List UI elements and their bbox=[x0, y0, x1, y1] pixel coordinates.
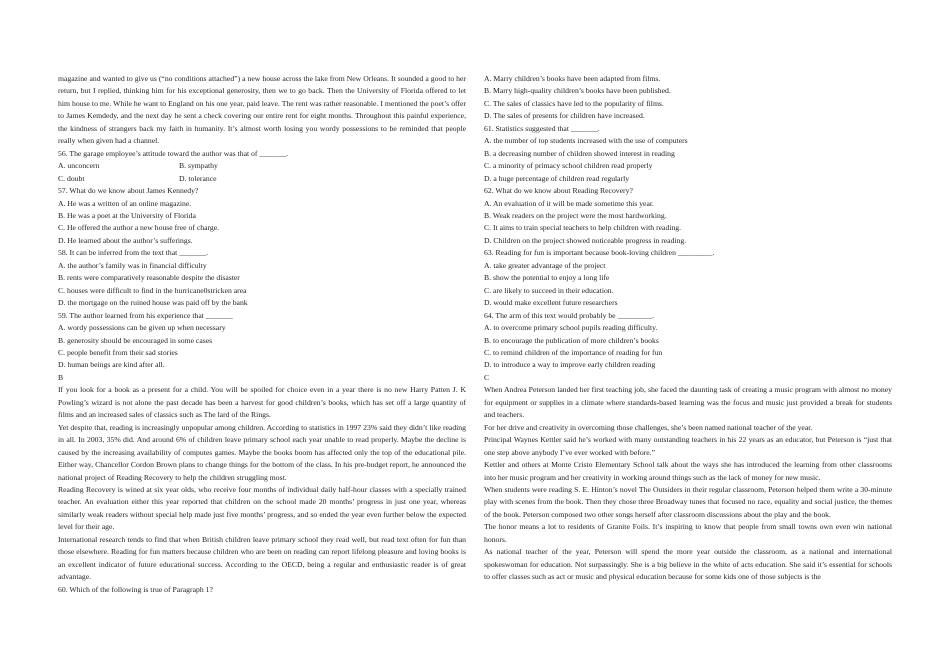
question-59-option-b[interactable]: B. generosity should be encouraged in some cases bbox=[58, 335, 213, 345]
question-56-options-row-2 bbox=[58, 173, 466, 185]
question-59-option-c[interactable]: C. people benefit from their sad stories bbox=[58, 347, 178, 357]
passage-b-paragraph: Reading Recovery is wined at six year olds, who receive four months of individual daily half-hour classes with a specially trained teacher. An evaluation either this year reported that children on the school made 20 months’ progress in just one year, whereas similarly weak readers without special help made just five months’ progress, and so ended the year even further below the expected level for their age. bbox=[58, 484, 466, 532]
question-63-option-a[interactable]: A. take greater advantage of the project bbox=[484, 260, 606, 270]
question-56-option-d[interactable]: D. tolerance bbox=[179, 173, 217, 183]
question-57-option-c[interactable]: C. He offered the author a new house free of charge. bbox=[58, 223, 220, 233]
question-61-stem: 61. Statistics suggested that _______. bbox=[484, 123, 600, 133]
question-57-option-b[interactable]: B. He was a poet at the University of Florida bbox=[58, 210, 196, 220]
question-62-option-a[interactable]: A. An evaluation of it will be made sometime this year. bbox=[484, 198, 654, 208]
question-62-option-b[interactable]: B. Weak readers on the project were the most hardworking. bbox=[484, 210, 667, 220]
passage-c-paragraph: As national teacher of the year, Peterson will spend the more year outside the classroom, as a national and international spokeswoman for education. Not surpassingly. She is a big believe in the white of acts education. She said it’s essential for schools to offer classes such as act or music and physical education because for some kids one of those subjects is the bbox=[484, 547, 892, 582]
question-58-option-a[interactable]: A. the author’s family was in financial difficulty bbox=[58, 260, 207, 270]
question-60-option-d[interactable]: D. The sales of presents for children have increased. bbox=[484, 111, 645, 121]
question-64-option-d[interactable]: D. to introduce a way to improve early children reading bbox=[484, 360, 656, 370]
question-60-stem: 60. Which of the following is true of Paragraph 1? bbox=[58, 584, 213, 594]
passage-b-paragraph: If you look for a book as a present for a child. You will be spoiled for choice even in a year there is no new Harry Patten J. K Powling’s wizard is not alone the past decade has been a harvest for good children’s books, which has set off a large quantity of films and an increased sales of classics such as The lard of the Rings. bbox=[58, 385, 466, 420]
question-58-stem: 58. It can be inferred from the text that _______. bbox=[58, 248, 209, 258]
passage-c-paragraph: For her drive and creativity in overcoming those challenges, she’s been named national teacher of the year. bbox=[484, 422, 813, 432]
question-63-stem: 63. Reading for fun is important because book-loving children _________. bbox=[484, 248, 715, 258]
question-57-option-a[interactable]: A. He was a written of an online magazine. bbox=[58, 198, 192, 208]
question-60-option-c[interactable]: C. The sales of classics have led to the popularity of films. bbox=[484, 98, 664, 108]
question-61-option-c[interactable]: C. a minority of primacy school children read properly bbox=[484, 161, 653, 171]
question-59-option-d[interactable]: D. human beings are kind after all. bbox=[58, 360, 165, 370]
question-59-option-a[interactable]: A. wordy possessions can be given up when necessary bbox=[58, 323, 226, 333]
passage-a-ending: magazine and wanted to give us (“no conditions attached”) a new house across the lake from New Orleans. It sounded a good to her return, but I replied, thinking him for his exceptional generosity, then we to go back. Then the University of Florida offered to let him house to me. While he want to England on his one year, paid leave. The rent was rather reasonable. I mentioned the poet’s offer to James Kemdedy, and the next day he sent a check covering our entire rent for eight months. Throughout this painful experience, the kindness of strangers back my faith in humanity. It’s almost worth losing you wordy possessions to be reminded that people really when given had a channel. bbox=[58, 74, 466, 146]
question-56-option-c[interactable]: C. doubt bbox=[58, 173, 85, 183]
question-64-option-a[interactable]: A. to overcome primary school pupils reading difficulty. bbox=[484, 323, 658, 333]
right-column bbox=[484, 73, 892, 584]
passage-b-paragraph: International research tends to find that when British children leave primary school they read well, but read text often for fun than those elsewhere. Reading for fun matters because children who are been on reading can report lifelong pleasure and loving books is an excellent indicator of future educational success. According to the OECD, being a regular and enthusiastic reader is of great advantage. bbox=[58, 534, 466, 582]
passage-c-paragraph: When Andrea Peterson landed her first teaching job, she faced the daunting task of creating a music program with almost no money for equipment or supplies in a climate where standards-based learning was the focus and music just provided a break for students and teachers. bbox=[484, 385, 892, 420]
question-57-stem: 57. What do we know about James Kennedy? bbox=[58, 186, 199, 196]
question-56-option-b[interactable]: B. sympathy bbox=[179, 161, 218, 171]
question-64-stem: 64. The arm of this text would probably be _________. bbox=[484, 310, 655, 320]
question-61-option-b[interactable]: B. a decreasing number of children showed interest in reading bbox=[484, 148, 675, 158]
question-60-option-b[interactable]: B. Marry high-quality children’s books have been published. bbox=[484, 86, 671, 96]
passage-c-paragraph: The honor means a lot to residents of Granite Foils. It’s inspiring to know that people from small towns own even win national honors. bbox=[484, 522, 892, 544]
passage-c-paragraph: Principal Waynes Kettler said he’s worked with many outstanding teachers in his 22 years as an educator, but Peterson is “just that one step above anybody I’ve ever worked with before.” bbox=[484, 435, 892, 457]
question-64-option-b[interactable]: B. to encourage the publication of more children’s books bbox=[484, 335, 659, 345]
passage-b-paragraph: Yet despite that, reading is increasingly unpopular among children. According to statistics in 1997 23% said they didn’t like reading in all. In 2003, 35% did. And around 6% of children leave primary school each year unable to read properly. Maybe the decline is caused by the increasing availability of computes games. Maybe the books boom has affected only the top of the educational pile. Either way, Chancellor Cordon Brown plans to change things for the bottom of the class. In his pre-budget report, he announced the national project of Reading Recovery to help the children struggling most. bbox=[58, 422, 466, 482]
question-63-option-c[interactable]: C. are likely to succeed in their education. bbox=[484, 285, 614, 295]
question-57-option-d[interactable]: D. He learned about the author’s sufferings. bbox=[58, 235, 193, 245]
passage-c-paragraph: Kettler and others at Monte Cristo Elementary School talk about the ways she has introduced the learning from other classrooms into her music program and her creativity in working around things such as the lack of money for new music. bbox=[484, 460, 892, 482]
question-62-option-c[interactable]: C. It aims to train special teachers to help children with reading. bbox=[484, 223, 682, 233]
question-56-options-row-1 bbox=[58, 160, 466, 172]
question-59-stem: 59. The author learned from his experience that _______ bbox=[58, 310, 233, 320]
question-62-option-d[interactable]: D. Children on the project showed noticeable progress in reading. bbox=[484, 235, 687, 245]
question-58-option-b[interactable]: B. rents were comparatively reasonable despite the disaster bbox=[58, 273, 240, 283]
question-58-option-c[interactable]: C. houses were difficult to find in the hurricane0stricken area bbox=[58, 285, 247, 295]
question-61-option-d[interactable]: D. a huge percentage of children read regularly bbox=[484, 173, 630, 183]
question-56-stem: 56. The garage employee’s attitude toward the author was that of _______. bbox=[58, 148, 289, 158]
section-c-heading: C bbox=[484, 372, 490, 382]
passage-c-paragraph: When students were reading S. E. Hinton’s novel The Outsiders in their regular classroom, Peterson helped them write a 30-minute play with scenes from the book. Then they chose three Broadway tunes that focused no race, equality and social justice, the themes of the book. Peterson composed two other songs herself after classroom discussions about the play and the book. bbox=[484, 484, 892, 519]
question-62-stem: 62. What do we know about Reading Recovery? bbox=[484, 186, 633, 196]
question-60-option-a[interactable]: A. Marry children’s books have been adapted from films. bbox=[484, 74, 661, 83]
left-column bbox=[58, 73, 466, 596]
section-b-heading: B bbox=[58, 372, 64, 382]
question-63-option-d[interactable]: D. would make excellent future researchers bbox=[484, 298, 618, 308]
question-61-option-a[interactable]: A. the number of top students increased with the use of computers bbox=[484, 136, 688, 146]
question-63-option-b[interactable]: B. show the potential to enjoy a long life bbox=[484, 273, 610, 283]
question-64-option-c[interactable]: C. to remind children of the importance of reading for fun bbox=[484, 347, 663, 357]
question-58-option-d[interactable]: D. the mortgage on the ruined house was paid off by the bank bbox=[58, 298, 248, 308]
question-56-option-a[interactable]: A. unconcern bbox=[58, 161, 100, 171]
